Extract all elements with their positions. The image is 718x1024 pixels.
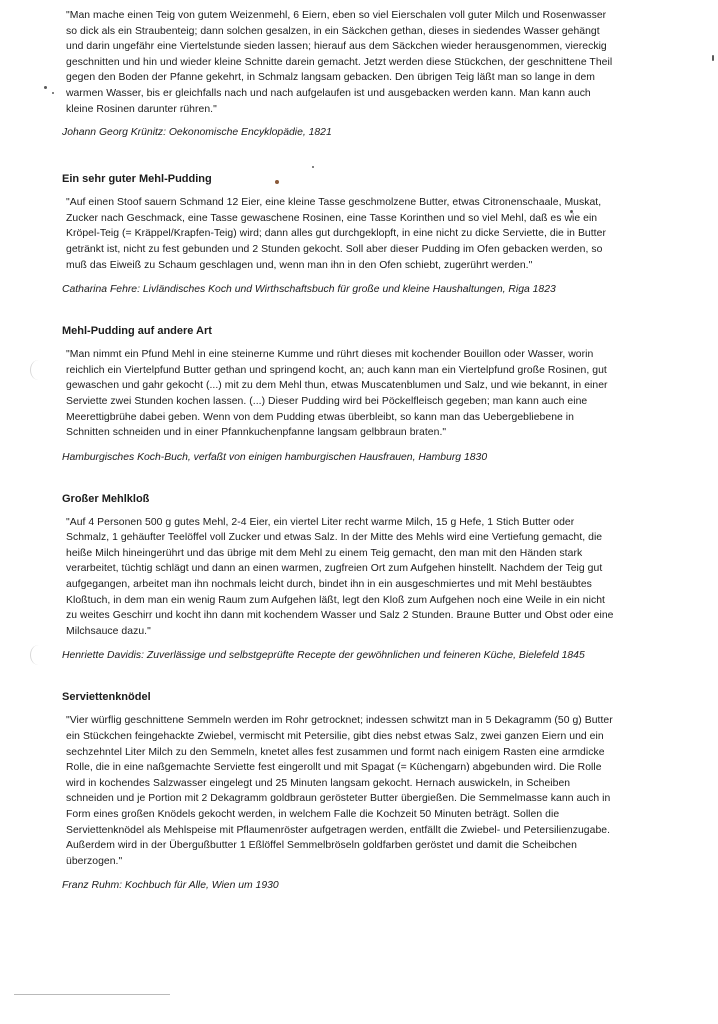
recipe-quote: "Man nimmt ein Pfund Mehl in eine steinerne Kumme und rührt dieses mit kochender Bouillon oder Wasser, worin reichlich ein Viertelpfund Butter gethan und springend kocht, an; auch kann man ein Viertelpfund große Rosinen, gut gewaschen und gahr gekocht (...) mit zu dem Mehl thun, etwas Muscatenblumen und Salz, und wie bekannt, in einer Serviette zwei Stunden kochen lassen. (...) Dieser Pudding wird bei Pöckelfleisch gegeben; man kann auch eine Meerettigbrühe dabei geben. Wenn von dem Pudding etwas überbleibt, so kann man das Uebergebliebene in Schnitten schneiden und in einer Pfannkuchenpfanne langsam gelbbraun braten." [66,349,608,439]
scan-speck [312,166,314,168]
scan-speck [712,55,714,61]
recipe-source: Catharina Fehre: Livländisches Koch und Wirthschaftsbuch für große und kleine Haushaltungen, Riga 1823 [62,284,556,296]
recipe-section-mehl-pudding [62,172,617,297]
scan-speck [570,210,573,213]
scan-speck [275,180,279,184]
recipe-quote: "Man mache einen Teig von gutem Weizenmehl, 6 Eiern, eben so viel Eierschalen voll guter Milch und Rosenwasser so dick als ein Straubenteig; dann solchen gesalzen, in ein Säckchen gethan, dieses in siedendes Wasser gehängt und darin ungefähr eine Viertelstunde sieden lassen; hierauf aus dem Säckchen wieder herausgenommen, viereckig geschnitten und hin und wieder kleine Schnitte darein gemacht. Jetzt werden diese Stückchen, der geschnittene Theil gegen den Boden der Pfanne gekehrt, in Schmalz langsam gebacken. Den übrigen Teig läßt man so lange in dem warmen Wasser, bis er gleichfalls nach und nach aufgelaufen ist und ausgebacken werden kann. Man kann auch kleine Rosinen darunter rühren." [66,10,613,115]
recipe-section-grosser-mehlkloss [62,492,617,664]
scan-speck [44,86,47,89]
recipe-source: Johann Georg Krünitz: Oekonomische Encyklopädie, 1821 [62,127,332,139]
recipe-section-intro [62,8,617,140]
punch-hole-shadow [30,645,47,665]
recipe-quote: "Auf einen Stoof sauern Schmand 12 Eier, eine kleine Tasse geschmolzene Butter, etwas Citronenschaale, Muskat, Zucker nach Geschmack, eine Tasse gewaschene Rosinen, eine Tasse Korinthen und so viel Mehl, daß es wie ein Kröpel-Teig (= Kräppel/Krapfen-Teig) wird; dann alles gut durchgeklopft, in eine nicht zu dicke Serviette, die in Butter getränkt ist, nicht zu fest gebunden und 2 Stunden gekocht. Soll aber dieser Pudding im Ofen gebacken werden, so muß das Eiweiß zu Schaum geschlagen und, wenn man ihn in den Ofen schiebt, zugerührt werden." [66,197,606,271]
recipe-heading: Serviettenknödel [62,691,151,704]
document-body [62,8,617,893]
scan-edge-line [14,994,170,995]
recipe-heading: Großer Mehlkloß [62,492,150,505]
recipe-source: Hamburgisches Koch-Buch, verfaßt von einigen hamburgischen Hausfrauen, Hamburg 1830 [62,451,488,463]
recipe-heading: Ein sehr guter Mehl-Pudding [62,173,212,186]
scan-speck [52,92,54,94]
punch-hole-shadow [30,360,47,380]
recipe-quote: "Vier würflig geschnittene Semmeln werden im Rohr getrocknet; indessen schwitzt man in 5 Dekagramm (50 g) Butter ein Stückchen feingehackte Zwiebel, vermischt mit Petersilie, gibt dies nebst etwas Salz, zwei ganzen Eiern und ein sechzehntel Liter Milch zu den Semmeln, knetet alles fest zusammen und formt nach einigem Rasten eine armdicke Rolle, die in eine naßgemachte Serviette fest eingerollt und mit Spagat (= Küchengarn) abgebunden wird. Die Rolle wird in kochendes Salzwasser eingelegt und 25 Minuten langsam gekocht. Hernach auswickeln, in Scheiben schneiden und je Portion mit 2 Dekagramm goldbraun gerösteter Butter übergießen. Die Semmelmasse kann auch in Form eines großen Knödels gekocht werden, in welchem Falle die Kochzeit 50 Minuten beträgt. Sollen die Serviettenknödel als Mehlspeise mit Pflaumenröster aufgetragen werden, entfällt die Zwiebel- und Petersilienzugabe. Außerdem wird in der Übergußbutter 1 Eßlöffel Semmelbröseln goldfarben geröstet und damit die Scheibchen überzogen." [66,715,613,867]
recipe-heading: Mehl-Pudding auf andere Art [62,325,212,338]
recipe-source: Henriette Davidis: Zuverlässige und selbstgeprüfte Recepte der gewöhnlichen und feineren Küche, Bielefeld 1845 [62,650,585,662]
recipe-section-serviettenknoedel [62,690,617,893]
recipe-quote: "Auf 4 Personen 500 g gutes Mehl, 2-4 Eier, ein viertel Liter recht warme Milch, 15 g Hefe, 1 Stich Butter oder Schmalz, 1 gehäufter Teelöffel voll Zucker und etwas Salz. In der Mitte des Mehls wird eine Vertiefung gemacht, die heiße Milch hineingerührt und das übrige mit dem Mehl zu einem Teig gemacht, den man mit den Händen stark verarbeitet, tüchtig schlägt und dann an einen warmen, zugfreien Ort zum Aufgehen hinstellt. Nachdem der Teig gut aufgegangen, arbeitet man ihn nochmals leicht durch, bindet ihn in ein ausgeschmiertes und mit Mehl bestäubtes Kloßtuch, in dem man ein wenig Raum zum Aufgehen läßt, legt den Kloß zum Aufgehen noch eine Weile in ein nicht zu weites Geschirr und kocht ihn dann mit kochendem Wasser und Salz 2 Stunden. Braune Butter und Obst oder eine Milchsauce dazu." [66,516,614,637]
recipe-section-mehl-pudding-andere-art [62,324,617,465]
recipe-source: Franz Ruhm: Kochbuch für Alle, Wien um 1930 [62,880,279,892]
